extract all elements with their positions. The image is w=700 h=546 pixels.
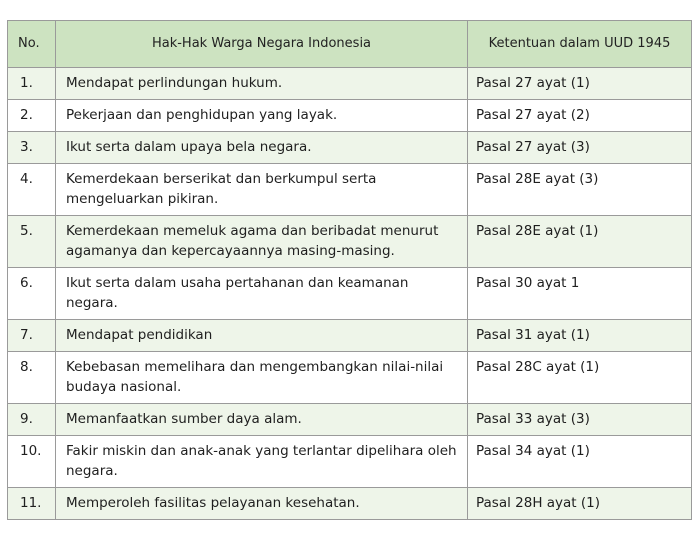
table-row xyxy=(8,488,692,520)
row-hak: Kemerdekaan memeluk agama dan beribadat menurut agamanya dan kepercayaannya masing-masing. xyxy=(56,216,468,268)
table-row xyxy=(8,100,692,132)
row-ketentuan: Pasal 30 ayat 1 xyxy=(468,268,692,320)
row-ketentuan: Pasal 27 ayat (3) xyxy=(468,132,692,164)
row-ketentuan: Pasal 34 ayat (1) xyxy=(468,436,692,488)
header-hak: Hak-Hak Warga Negara Indonesia xyxy=(56,21,468,68)
row-ketentuan: Pasal 27 ayat (1) xyxy=(468,68,692,100)
table-row xyxy=(8,320,692,352)
row-ketentuan: Pasal 28E ayat (1) xyxy=(468,216,692,268)
header-row xyxy=(8,21,692,68)
rights-table xyxy=(7,20,692,520)
row-hak: Ikut serta dalam upaya bela negara. xyxy=(56,132,468,164)
row-no: 3. xyxy=(8,132,56,164)
row-hak: Mendapat perlindungan hukum. xyxy=(56,68,468,100)
row-hak: Ikut serta dalam usaha pertahanan dan keamanan negara. xyxy=(56,268,468,320)
table-row xyxy=(8,404,692,436)
header-no: No. xyxy=(8,21,56,68)
row-ketentuan: Pasal 31 ayat (1) xyxy=(468,320,692,352)
row-no: 6. xyxy=(8,268,56,320)
table-row xyxy=(8,216,692,268)
table-row xyxy=(8,132,692,164)
row-hak: Memperoleh fasilitas pelayanan kesehatan. xyxy=(56,488,468,520)
table-body xyxy=(8,68,692,520)
row-no: 9. xyxy=(8,404,56,436)
row-no: 2. xyxy=(8,100,56,132)
header-ketentuan: Ketentuan dalam UUD 1945 xyxy=(468,21,692,68)
table-row xyxy=(8,352,692,404)
row-hak: Pekerjaan dan penghidupan yang layak. xyxy=(56,100,468,132)
row-no: 10. xyxy=(8,436,56,488)
row-ketentuan: Pasal 33 ayat (3) xyxy=(468,404,692,436)
row-hak: Fakir miskin dan anak-anak yang terlantar dipelihara oleh negara. xyxy=(56,436,468,488)
table-row xyxy=(8,164,692,216)
row-hak: Kebebasan memelihara dan mengembangkan nilai-nilai budaya nasional. xyxy=(56,352,468,404)
row-hak: Kemerdekaan berserikat dan berkumpul serta mengeluarkan pikiran. xyxy=(56,164,468,216)
table-header xyxy=(8,21,692,68)
row-ketentuan: Pasal 28H ayat (1) xyxy=(468,488,692,520)
row-no: 1. xyxy=(8,68,56,100)
row-no: 8. xyxy=(8,352,56,404)
row-hak: Memanfaatkan sumber daya alam. xyxy=(56,404,468,436)
row-no: 7. xyxy=(8,320,56,352)
table-row xyxy=(8,268,692,320)
table-row xyxy=(8,68,692,100)
row-ketentuan: Pasal 28C ayat (1) xyxy=(468,352,692,404)
row-ketentuan: Pasal 27 ayat (2) xyxy=(468,100,692,132)
row-hak: Mendapat pendidikan xyxy=(56,320,468,352)
row-no: 5. xyxy=(8,216,56,268)
table-row xyxy=(8,436,692,488)
row-no: 4. xyxy=(8,164,56,216)
row-ketentuan: Pasal 28E ayat (3) xyxy=(468,164,692,216)
row-no: 11. xyxy=(8,488,56,520)
